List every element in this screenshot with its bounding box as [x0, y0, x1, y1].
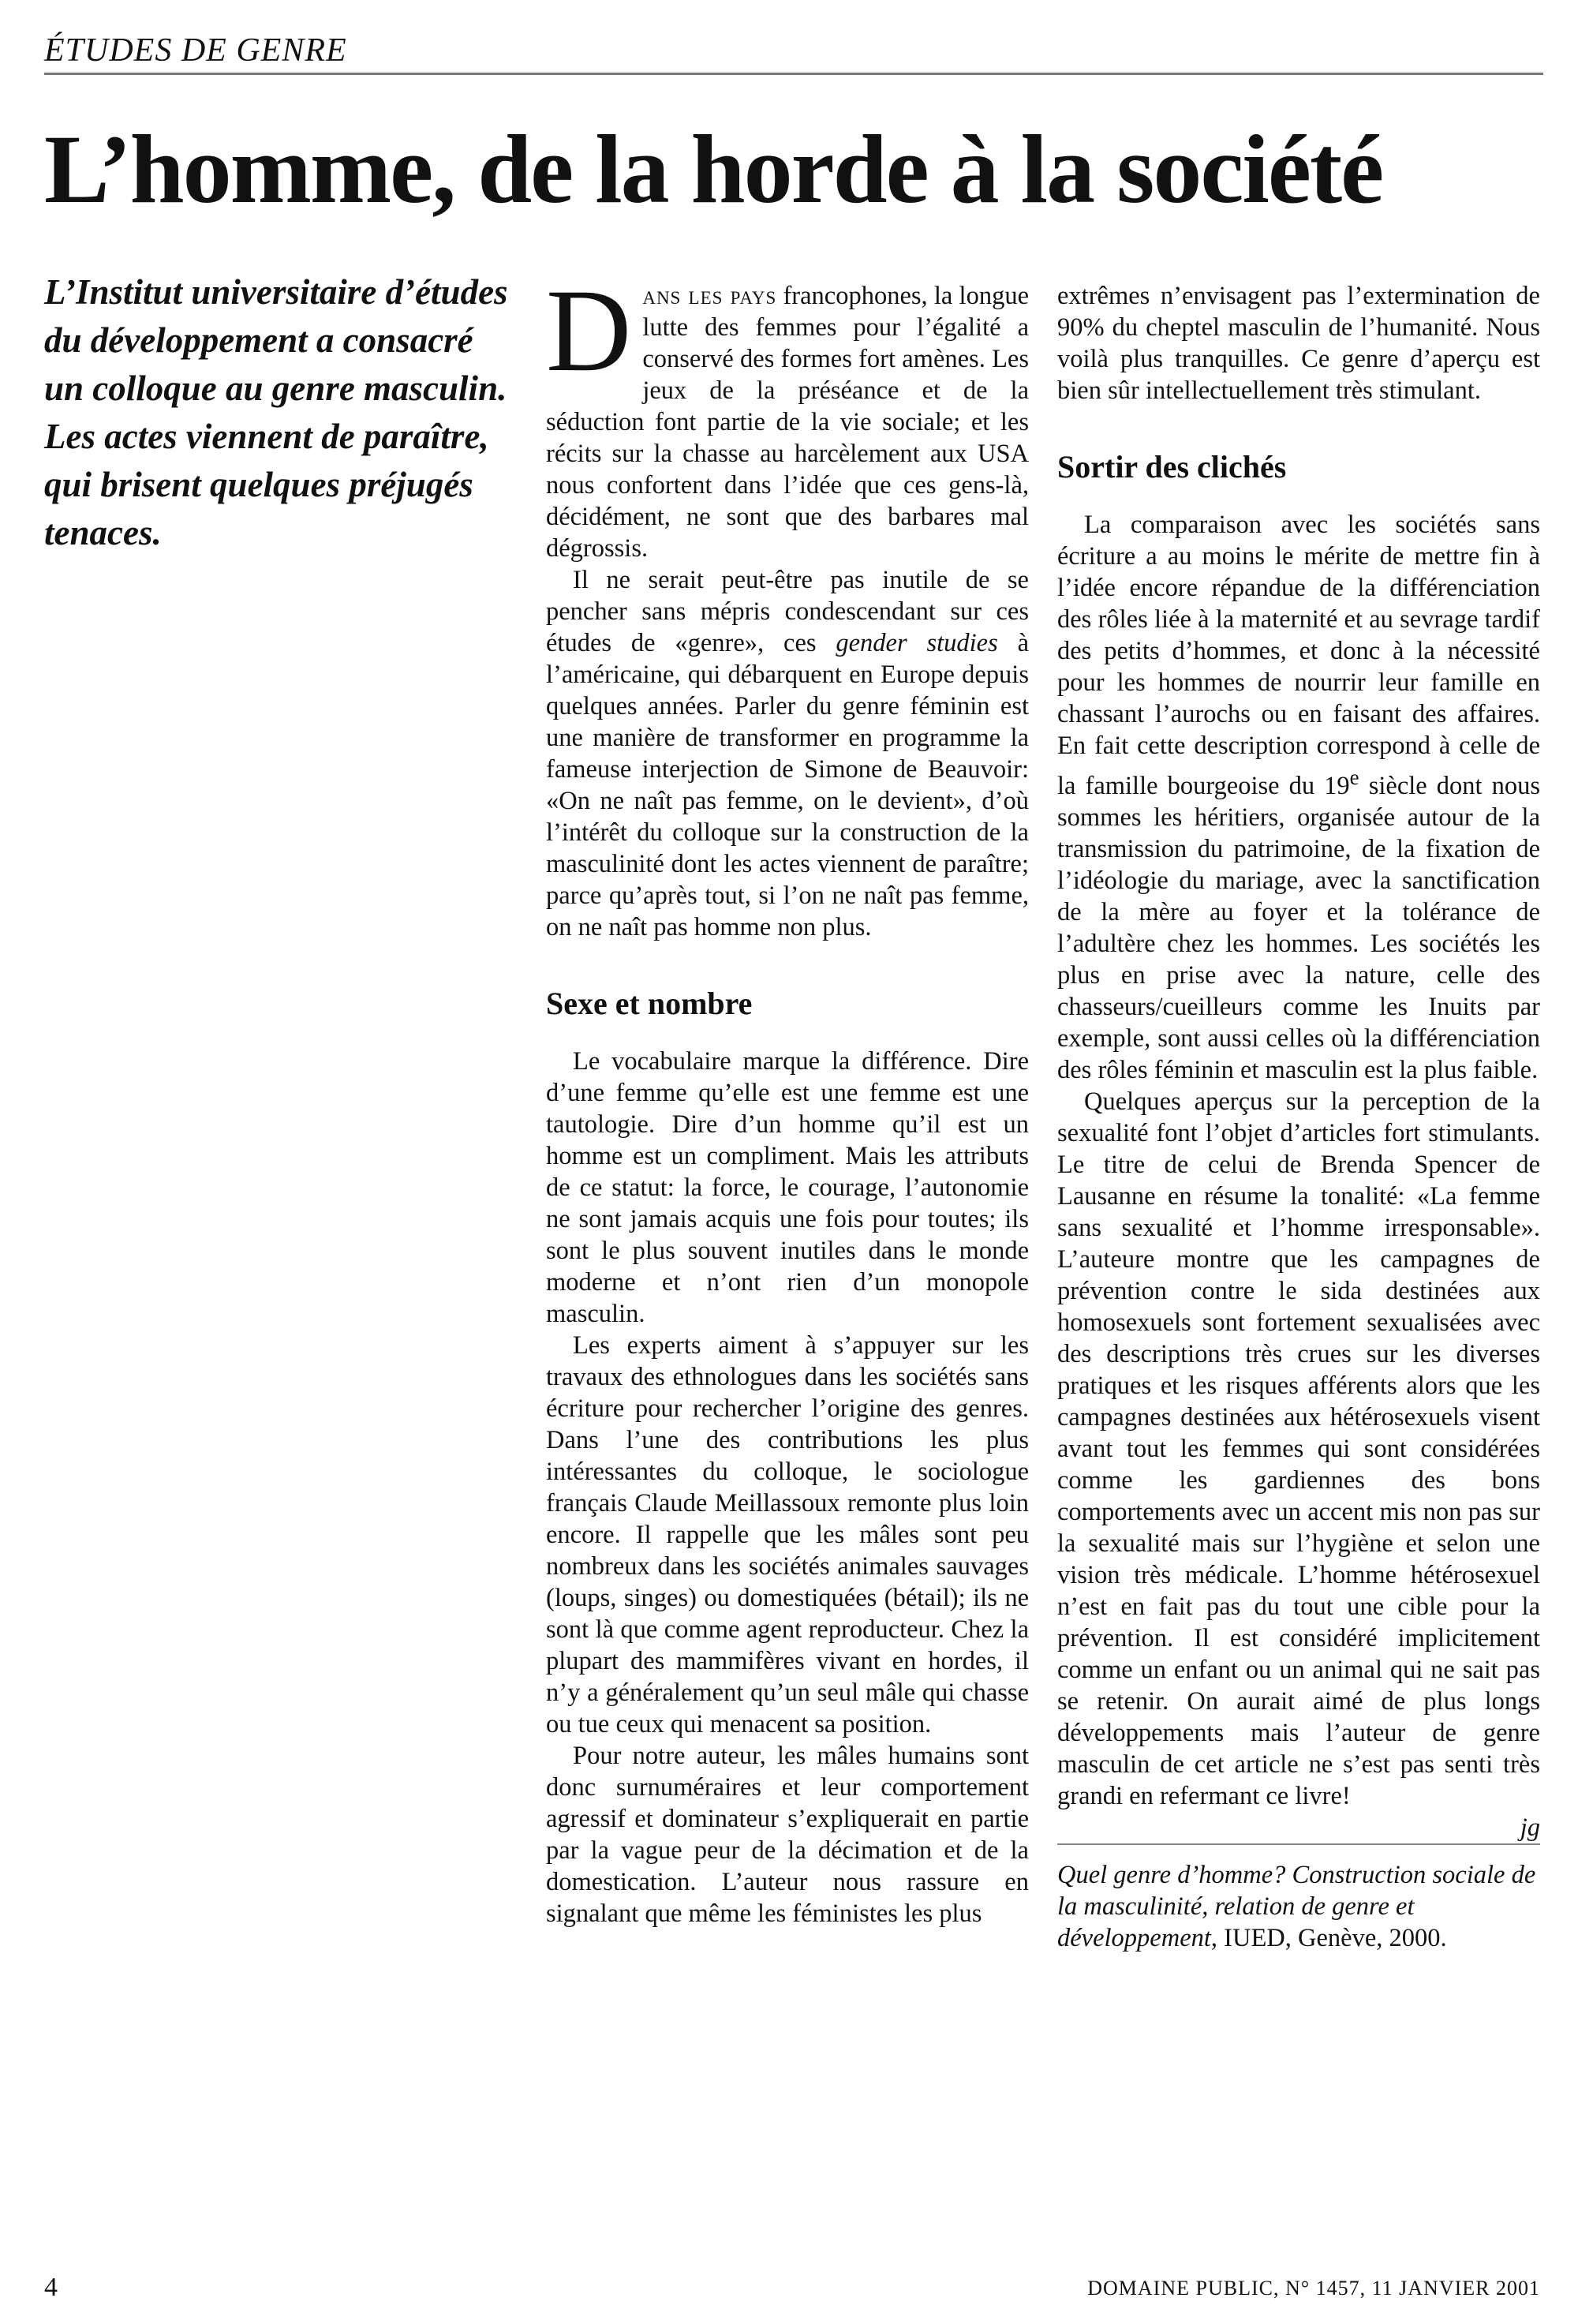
paragraph-text: à l’américaine, qui débarquent en Europe depuis quelques années. Parler du genre féminin est une manière de transformer en programme la fameuse interjection de Simone de Beauvoir: «On ne naît pas femme, on le devient», d’où l’intérêt du colloque sur la construction de la masculinité dont les actes viennent de paraître; parce qu’après tout, si l’on ne naît pas femme, on ne naît pas homme non plus. [546, 629, 1029, 941]
paragraph-text: Il ne serait peut-être pas inutile de se pencher sans mépris condescendant sur ces études de «genre», ces [546, 566, 1029, 657]
paragraph-text: siècle dont nous sommes les héritiers, organisée autour de la transmission du patrimoine, de la fixation de l’idéologie du mariage, avec la sanctification de la mère au foyer et la tolérance de l’adultère chez les hommes. Les sociétés les plus en prise avec la nature, celle des chasseurs/cueilleurs comme les Inuits par exemple, sont aussi celles où la différenciation des rôles féminin et masculin est la plus faible. [1057, 771, 1540, 1084]
book-title: Quel genre d’homme? Construction sociale de la masculinité, relation de genre et développement [1057, 1860, 1536, 1952]
paragraph [546, 564, 1029, 943]
paragraph-text: La comparaison avec les sociétés sans écriture a au moins le mérite de mettre fin à l’idée encore répandue de la différenciation des rôles liée à la maternité et au sevrage tardif des petits d’hommes, et donc à la nécessité pour les hommes de nourrir leur famille en chassant l’aurochs ou en faisant des affaires. En fait cette description correspond à celle de la famille bourgeoise du 19 [1057, 511, 1540, 800]
paragraph-text: francophones, la longue lutte des femmes pour l’égalité a conservé des formes fort amènes. Les jeux de la préséance et de la séduction font partie de la vie sociale; et les récits sur la chasse au harcèlement aux USA nous confortent dans l’idée que ces gens-là, décidément, ne sont que des barbares mal dégrossis. [546, 282, 1029, 563]
paragraph: Le vocabulaire marque la différence. Dire d’une femme qu’elle est une femme est une tautologie. Dire d’un homme qu’il est un homme est un compliment. Mais les attributs de ce statut: la force, le courage, l’autonomie ne sont jamais acquis une fois pour toutes; ils sont le plus souvent inutiles dans le monde moderne et n’ont rien d’un monopole masculin. [546, 1047, 1029, 1328]
issue-info: DOMAINE PUBLIC, N° 1457, 11 JANVIER 2001 [1087, 2277, 1540, 2300]
paragraph: Pour notre auteur, les mâles humains sont donc surnuméraires et leur comportement agressif et dominateur s’expliquerait en partie par la vague peur de la décimation et de la domestication. L’auteur nous rassure en signalant que même les féministes les plus [546, 1742, 1029, 1928]
article-lead [44, 268, 518, 557]
italic-term: gender studies [836, 629, 998, 657]
article-headline: L’homme, de la horde à la société [44, 115, 1383, 223]
page-number: 4 [44, 2273, 58, 2302]
superscript: e [1349, 765, 1359, 789]
book-publisher: , IUED, Genève, 2000. [1210, 1923, 1447, 1952]
lead-paragraph-1: L’Institut universitaire d’études du développement a consacré un colloque au genre masculin. [44, 272, 508, 408]
small-caps-opening: ans les pays [642, 282, 777, 310]
subheading-sortir-des-cliches: Sortir des clichés [1057, 449, 1287, 485]
paragraph [546, 265, 1029, 564]
subheading-sexe-et-nombre: Sexe et nombre [546, 986, 753, 1021]
book-reference [1057, 1843, 1540, 1954]
drop-cap: D [546, 265, 632, 396]
paragraph: Quelques aperçus sur la perception de la sexualité font l’objet d’articles fort stimulants. Le titre de celui de Brenda Spencer de Lausanne en résume la tonalité: «La femme sans sexualité et l’homme irresponsable». L’auteure montre que les campagnes de prévention contre le sida destinées aux homosexuels sont fortement sexualisées avec des descriptions très crues sur les diverses pratiques et les risques afférents alors que les campagnes destinées aux hétérosexuels visent avant tout les femmes qui sont considérées comme les gardiennes des bons comportements avec un accent mis non pas sur la sexualité mais sur l’hygiène et selon une vision très médicale. L’homme hétérosexuel n’est en fait pas du tout une cible pour la prévention. Il est considéré implicitement comme un enfant ou un animal qui ne sait pas se retenir. On aurait aimé de plus longs développements mais l’auteur de genre masculin de cet article ne s’est pas senti très grandi en refermant ce livre! [1057, 1087, 1540, 1810]
text-column-1 [546, 265, 1029, 1929]
author-signature: jg [1520, 1813, 1540, 1842]
lead-paragraph-2: Les actes viennent de paraître, qui brisent quelques préjugés tenaces. [44, 417, 489, 552]
paragraph: extrêmes n’envisagent pas l’extermination de 90% du cheptel masculin de l’humanité. Nous voilà plus tranquilles. Ce genre d’aperçu est bien sûr intellectuellement très stimulant. [1057, 282, 1540, 405]
text-column-2 [1057, 280, 1540, 1954]
paragraph [1057, 509, 1540, 1086]
paragraph: Les experts aiment à s’appuyer sur les travaux des ethnologues dans les sociétés sans écriture pour rechercher l’origine des genres. Dans l’une des contributions les plus intéressantes du colloque, le sociologue français Claude Meillassoux remonte plus loin encore. Il rappelle que les mâles sont peu nombreux dans les sociétés animales sauvages (loups, singes) ou domestiquées (bétail); ils ne sont là que comme agent reproducteur. Chez la plupart des mammifères vivant en hordes, il n’y a généralement qu’un seul mâle qui chasse ou tue ceux qui menacent sa position. [546, 1331, 1029, 1738]
section-rubric: ÉTUDES DE GENRE [44, 32, 1543, 75]
